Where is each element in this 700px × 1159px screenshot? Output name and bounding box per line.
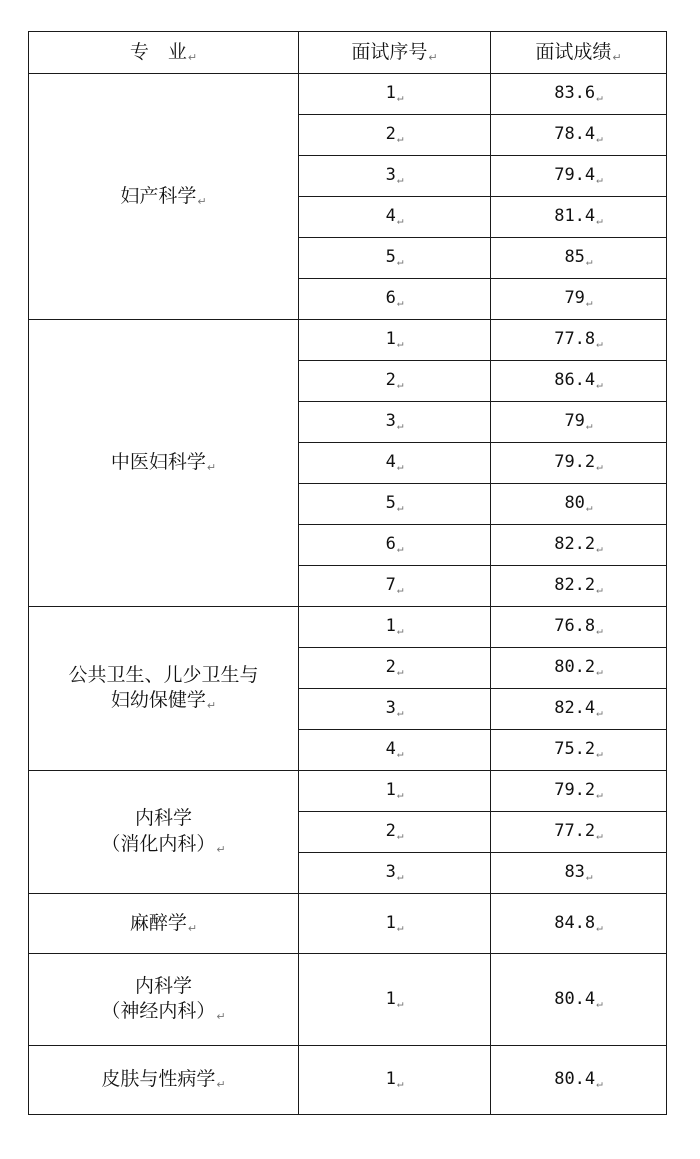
major-name-line: 妇产科学↵: [120, 184, 207, 208]
interview-seq-cell: 1↵: [299, 607, 491, 648]
interview-score-cell: 80↵: [491, 484, 667, 525]
interview-seq-cell: 1↵: [299, 894, 491, 954]
interview-seq-cell: 5↵: [299, 238, 491, 279]
header-interview-score: 面试成绩↵: [491, 32, 667, 74]
interview-score-cell: 80.2↵: [491, 648, 667, 689]
header-interview-seq: 面试序号↵: [299, 32, 491, 74]
interview-score-cell: 77.2↵: [491, 812, 667, 853]
interview-seq-cell: 2↵: [299, 648, 491, 689]
interview-score-cell: 82.4↵: [491, 689, 667, 730]
interview-seq-cell: 2↵: [299, 361, 491, 402]
interview-score-cell: 79↵: [491, 279, 667, 320]
interview-score-cell: 79.4↵: [491, 156, 667, 197]
interview-seq-cell: 2↵: [299, 115, 491, 156]
major-cell: [29, 771, 299, 894]
interview-seq-cell: 4↵: [299, 197, 491, 238]
major-name-line: 妇幼保健学↵: [110, 689, 217, 713]
interview-score-cell: 79↵: [491, 402, 667, 443]
interview-seq-cell: 1↵: [299, 954, 491, 1046]
interview-seq-cell: 1↵: [299, 771, 491, 812]
interview-score-cell: 80.4↵: [491, 1046, 667, 1115]
interview-score-cell: 83↵: [491, 853, 667, 894]
header-major: 专 业↵: [29, 32, 299, 74]
major-cell: [29, 320, 299, 607]
table-header-row: [29, 32, 667, 74]
interview-seq-cell: 4↵: [299, 730, 491, 771]
interview-score-cell: 86.4↵: [491, 361, 667, 402]
major-name-line: 内科学: [134, 974, 192, 997]
major-name-line: 中医妇科学↵: [110, 451, 217, 475]
interview-seq-cell: 1↵: [299, 1046, 491, 1115]
interview-score-cell: 80.4↵: [491, 954, 667, 1046]
table-row: [29, 954, 667, 1046]
interview-seq-cell: 4↵: [299, 443, 491, 484]
interview-seq-cell: 1↵: [299, 320, 491, 361]
interview-seq-cell: 3↵: [299, 402, 491, 443]
major-cell: [29, 607, 299, 771]
interview-seq-cell: 1↵: [299, 74, 491, 115]
major-name-line: 皮肤与性病学↵: [101, 1068, 226, 1092]
interview-score-cell: 76.8↵: [491, 607, 667, 648]
major-cell: [29, 1046, 299, 1115]
interview-score-cell: 83.6↵: [491, 74, 667, 115]
interview-seq-cell: 3↵: [299, 689, 491, 730]
table-row: [29, 607, 667, 648]
table-row: [29, 894, 667, 954]
major-name-line: （神经内科）↵: [101, 1000, 226, 1024]
interview-seq-cell: 3↵: [299, 853, 491, 894]
major-cell: [29, 954, 299, 1046]
interview-score-cell: 85↵: [491, 238, 667, 279]
major-name-line: 麻醉学↵: [129, 911, 198, 935]
table-row: [29, 74, 667, 115]
interview-score-cell: 81.4↵: [491, 197, 667, 238]
interview-score-cell: 77.8↵: [491, 320, 667, 361]
interview-score-cell: 78.4↵: [491, 115, 667, 156]
major-cell: [29, 894, 299, 954]
major-name-line: 公共卫生、儿少卫生与: [68, 663, 259, 686]
interview-score-table: [28, 31, 667, 1115]
interview-score-cell: 84.8↵: [491, 894, 667, 954]
interview-score-cell: 79.2↵: [491, 443, 667, 484]
interview-seq-cell: 5↵: [299, 484, 491, 525]
interview-score-cell: 82.2↵: [491, 566, 667, 607]
interview-seq-cell: 6↵: [299, 525, 491, 566]
table-row: [29, 771, 667, 812]
major-name-line: 内科学: [134, 807, 192, 830]
interview-seq-cell: 3↵: [299, 156, 491, 197]
interview-score-cell: 82.2↵: [491, 525, 667, 566]
interview-seq-cell: 7↵: [299, 566, 491, 607]
interview-seq-cell: 2↵: [299, 812, 491, 853]
major-cell: [29, 74, 299, 320]
major-name-line: （消化内科）↵: [101, 832, 226, 856]
interview-score-cell: 79.2↵: [491, 771, 667, 812]
table-row: [29, 1046, 667, 1115]
interview-seq-cell: 6↵: [299, 279, 491, 320]
table-row: [29, 320, 667, 361]
interview-score-cell: 75.2↵: [491, 730, 667, 771]
